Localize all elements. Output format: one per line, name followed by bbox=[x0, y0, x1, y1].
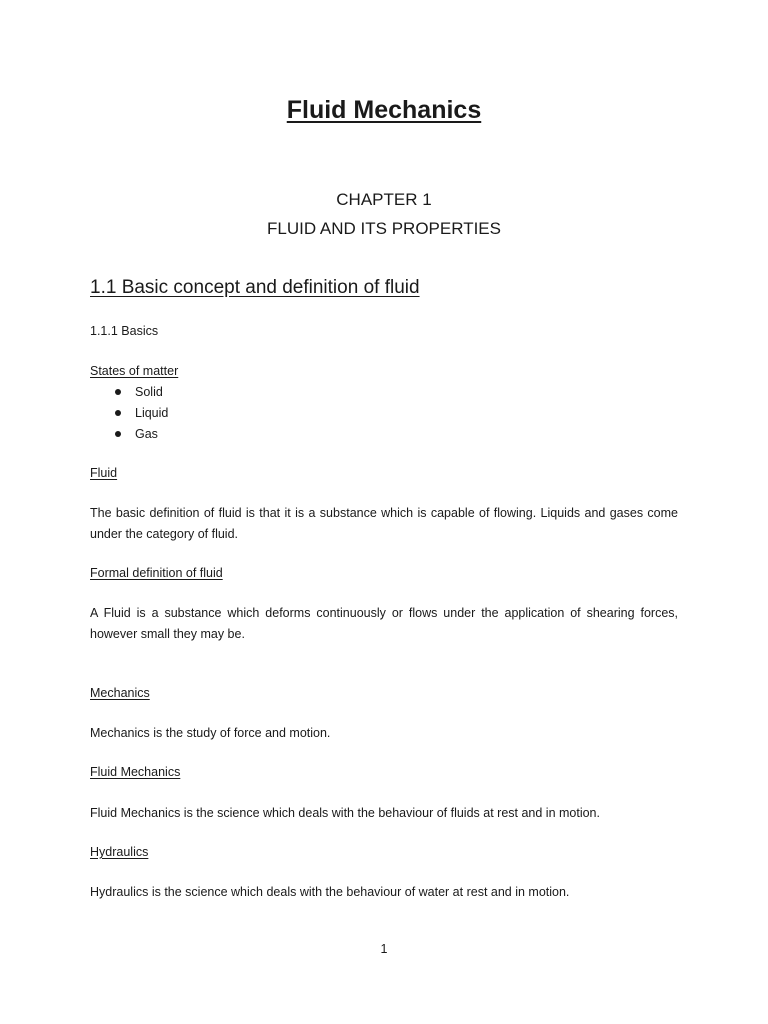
fluid-mechanics-heading: Fluid Mechanics bbox=[90, 765, 181, 779]
bullet-icon bbox=[115, 431, 121, 437]
hydraulics-heading: Hydraulics bbox=[90, 845, 149, 859]
fluid-definition-text: The basic definition of fluid is that it is a substance which is capable of flowing. Liquids and gases come under the category of fluid. bbox=[90, 506, 678, 541]
page-number: 1 bbox=[380, 942, 388, 956]
states-of-matter-heading: States of matter bbox=[90, 364, 179, 378]
document-title: Fluid Mechanics bbox=[286, 96, 482, 124]
list-item-label: Gas bbox=[135, 427, 158, 441]
states-list bbox=[113, 382, 168, 445]
subsection-heading: 1.1.1 Basics bbox=[90, 324, 159, 338]
hydraulics-text: Hydraulics is the science which deals with the behaviour of water at rest and in motion. bbox=[90, 885, 570, 899]
formal-definition-text: A Fluid is a substance which deforms continuously or flows under the application of shearing forces, however small they may be. bbox=[90, 606, 678, 641]
list-item-label: Solid bbox=[135, 385, 163, 399]
mechanics-text: Mechanics is the study of force and motion. bbox=[90, 726, 331, 740]
list-item bbox=[113, 403, 168, 424]
fluid-mechanics-text: Fluid Mechanics is the science which deals with the behaviour of fluids at rest and in motion. bbox=[90, 806, 600, 820]
fluid-heading: Fluid bbox=[90, 466, 118, 480]
mechanics-heading: Mechanics bbox=[90, 686, 150, 700]
list-item bbox=[113, 382, 168, 403]
chapter-number: CHAPTER 1 bbox=[336, 190, 432, 209]
formal-definition-heading: Formal definition of fluid bbox=[90, 566, 223, 580]
bullet-icon bbox=[115, 389, 121, 395]
list-item bbox=[113, 424, 168, 445]
chapter-title: FLUID AND ITS PROPERTIES bbox=[267, 219, 501, 238]
bullet-icon bbox=[115, 410, 121, 416]
list-item-label: Liquid bbox=[135, 406, 169, 420]
section-heading: 1.1 Basic concept and definition of fluid bbox=[90, 277, 420, 298]
